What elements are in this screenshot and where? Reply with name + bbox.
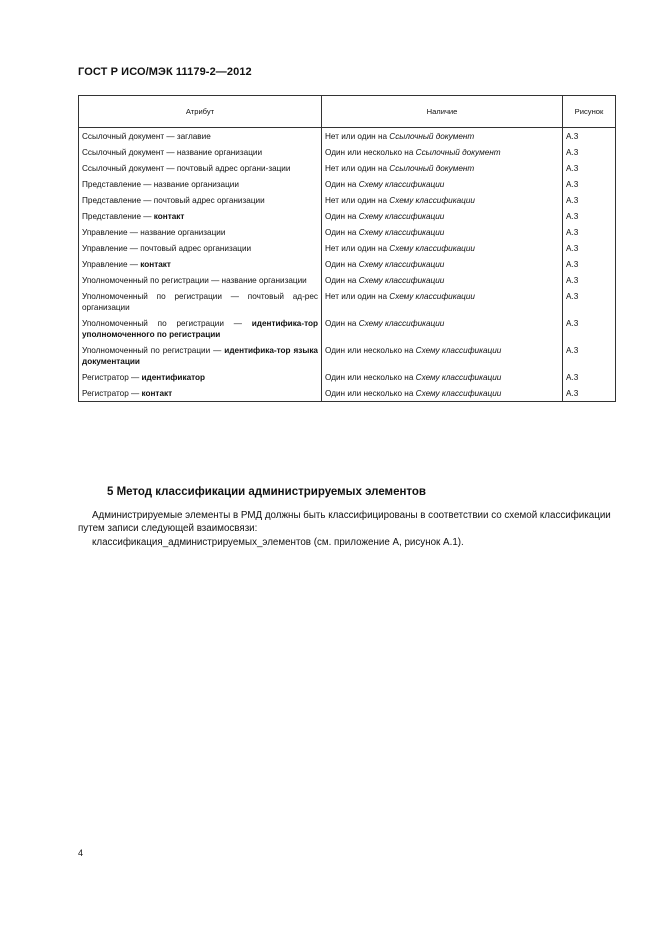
attribute-text: Уполномоченный по регистрации — название организации: [82, 276, 307, 285]
presence-text: Нет или один на: [325, 292, 390, 301]
presence-cell: [322, 128, 563, 145]
attribute-cell: [79, 369, 322, 385]
presence-text: Один или несколько на: [325, 346, 416, 355]
attribute-text: Уполномоченный по регистрации —: [82, 319, 252, 328]
table-row: [79, 256, 616, 272]
column-header-presence: Наличие: [322, 96, 563, 128]
table-body: [79, 128, 616, 402]
section-paragraph: Администрируемые элементы в РМД должны быть классифицированы в соответствии со схемой классификации путем записи следующей взаимосвязи:: [78, 510, 611, 534]
presence-italic-text: Ссылочный документ: [389, 132, 475, 141]
figure-cell: A.3: [563, 208, 616, 224]
table-header-row: [79, 96, 616, 128]
column-header-attribute: Атрибут: [79, 96, 322, 128]
attribute-text: Ссылочный документ — почтовый адрес органи-зации: [82, 164, 291, 173]
presence-cell: [322, 192, 563, 208]
presence-cell: [322, 144, 563, 160]
attribute-text: Уполномоченный по регистрации —: [82, 346, 225, 355]
figure-cell: A.3: [563, 176, 616, 192]
presence-italic-text: Схему классификации: [389, 292, 475, 301]
presence-cell: [322, 256, 563, 272]
presence-text: Один на: [325, 276, 359, 285]
presence-cell: [322, 208, 563, 224]
presence-italic-text: Ссылочный документ: [389, 164, 475, 173]
presence-text: Один на: [325, 180, 359, 189]
attribute-text: Представление — почтовый адрес организации: [82, 196, 265, 205]
attribute-cell: [79, 240, 322, 256]
table-row: [79, 288, 616, 315]
attribute-cell: [79, 160, 322, 176]
attribute-text: Управление —: [82, 260, 141, 269]
presence-italic-text: Схему классификации: [389, 244, 475, 253]
figure-cell: A.3: [563, 240, 616, 256]
table-row: [79, 342, 616, 369]
table-row: [79, 240, 616, 256]
attribute-cell: [79, 315, 322, 342]
presence-italic-text: Схему классификации: [358, 228, 445, 237]
presence-cell: [322, 315, 563, 342]
attribute-bold-text: идентифика-тор языка документации: [82, 346, 318, 366]
figure-cell: A.3: [563, 385, 616, 402]
presence-text: Один на: [325, 260, 359, 269]
presence-text: Нет или один на: [325, 164, 390, 173]
attribute-text: Управление — название организации: [82, 228, 226, 237]
table-row: [79, 369, 616, 385]
section-heading: 5 Метод классификации администрируемых элементов: [107, 486, 426, 498]
presence-italic-text: Схему классификации: [415, 389, 502, 398]
presence-text: Один на: [325, 228, 359, 237]
attribute-cell: [79, 385, 322, 402]
attribute-cell: [79, 128, 322, 145]
figure-cell: A.3: [563, 369, 616, 385]
presence-text: Один на: [325, 212, 359, 221]
page-number: 4: [78, 848, 84, 858]
attribute-cell: [79, 208, 322, 224]
presence-italic-text: Схему классификации: [358, 276, 445, 285]
figure-cell: A.3: [563, 128, 616, 145]
table-row: [79, 128, 616, 145]
presence-italic-text: Схему классификации: [358, 319, 445, 328]
attribute-text: Регистратор —: [82, 373, 142, 382]
attribute-bold-text: идентифика-тор уполномоченного по регистрации: [82, 319, 318, 339]
table-row: [79, 144, 616, 160]
document-code: ГОСТ Р ИСО/МЭК 11179-2—2012: [78, 66, 252, 78]
column-header-figure: Рисунок: [563, 96, 616, 128]
presence-cell: [322, 385, 563, 402]
presence-text: Один или несколько на: [325, 389, 416, 398]
attribute-bold-text: контакт: [141, 389, 173, 398]
presence-italic-text: Схему классификации: [415, 346, 502, 355]
presence-cell: [322, 369, 563, 385]
attribute-cell: [79, 272, 322, 288]
attribute-cell: [79, 192, 322, 208]
table-row: [79, 385, 616, 402]
table-row: [79, 192, 616, 208]
attribute-bold-text: контакт: [140, 260, 171, 269]
presence-text: Один на: [325, 319, 359, 328]
figure-cell: A.3: [563, 160, 616, 176]
presence-text: Один или несколько на: [325, 148, 416, 157]
attribute-cell: [79, 224, 322, 240]
presence-italic-text: Схему классификации: [358, 260, 445, 269]
presence-text: Один или несколько на: [325, 373, 416, 382]
presence-italic-text: Схему классификации: [358, 180, 445, 189]
presence-text: Нет или один на: [325, 244, 390, 253]
table-row: [79, 272, 616, 288]
figure-cell: A.3: [563, 224, 616, 240]
presence-cell: [322, 240, 563, 256]
attribute-bold-text: идентификатор: [141, 373, 206, 382]
figure-cell: A.3: [563, 342, 616, 369]
attribute-cell: [79, 342, 322, 369]
figure-cell: A.3: [563, 256, 616, 272]
table-row: [79, 224, 616, 240]
presence-cell: [322, 176, 563, 192]
attribute-text: Представление —: [82, 212, 154, 221]
presence-cell: [322, 160, 563, 176]
attribute-text: Уполномоченный по регистрации — почтовый ад-рес организации: [82, 292, 318, 312]
attribute-cell: [79, 176, 322, 192]
presence-cell: [322, 224, 563, 240]
attribute-text: Регистратор —: [82, 389, 142, 398]
presence-cell: [322, 272, 563, 288]
attribute-cell: [79, 288, 322, 315]
presence-cell: [322, 288, 563, 315]
figure-cell: A.3: [563, 288, 616, 315]
attribute-cell: [79, 144, 322, 160]
figure-cell: A.3: [563, 192, 616, 208]
presence-cell: [322, 342, 563, 369]
presence-italic-text: Схему классификации: [389, 196, 475, 205]
table-row: [79, 160, 616, 176]
figure-cell: A.3: [563, 272, 616, 288]
presence-text: Нет или один на: [325, 132, 390, 141]
table-row: [79, 208, 616, 224]
section-formula: классификация_администрируемых_элементов (см. приложение A, рисунок A.1).: [92, 537, 464, 548]
table-row: [79, 315, 616, 342]
attribute-cell: [79, 256, 322, 272]
attribute-text: Представление — название организации: [82, 180, 239, 189]
attributes-table: [78, 95, 616, 402]
table-row: [79, 176, 616, 192]
presence-text: Нет или один на: [325, 196, 390, 205]
attribute-text: Ссылочный документ — заглавие: [82, 132, 211, 141]
attribute-text: Управление — почтовый адрес организации: [82, 244, 252, 253]
figure-cell: A.3: [563, 144, 616, 160]
presence-italic-text: Схему классификации: [358, 212, 445, 221]
presence-italic-text: Схему классификации: [415, 373, 502, 382]
attribute-bold-text: контакт: [153, 212, 185, 221]
presence-italic-text: Ссылочный документ: [415, 148, 501, 157]
attribute-text: Ссылочный документ — название организации: [82, 148, 263, 157]
figure-cell: A.3: [563, 315, 616, 342]
